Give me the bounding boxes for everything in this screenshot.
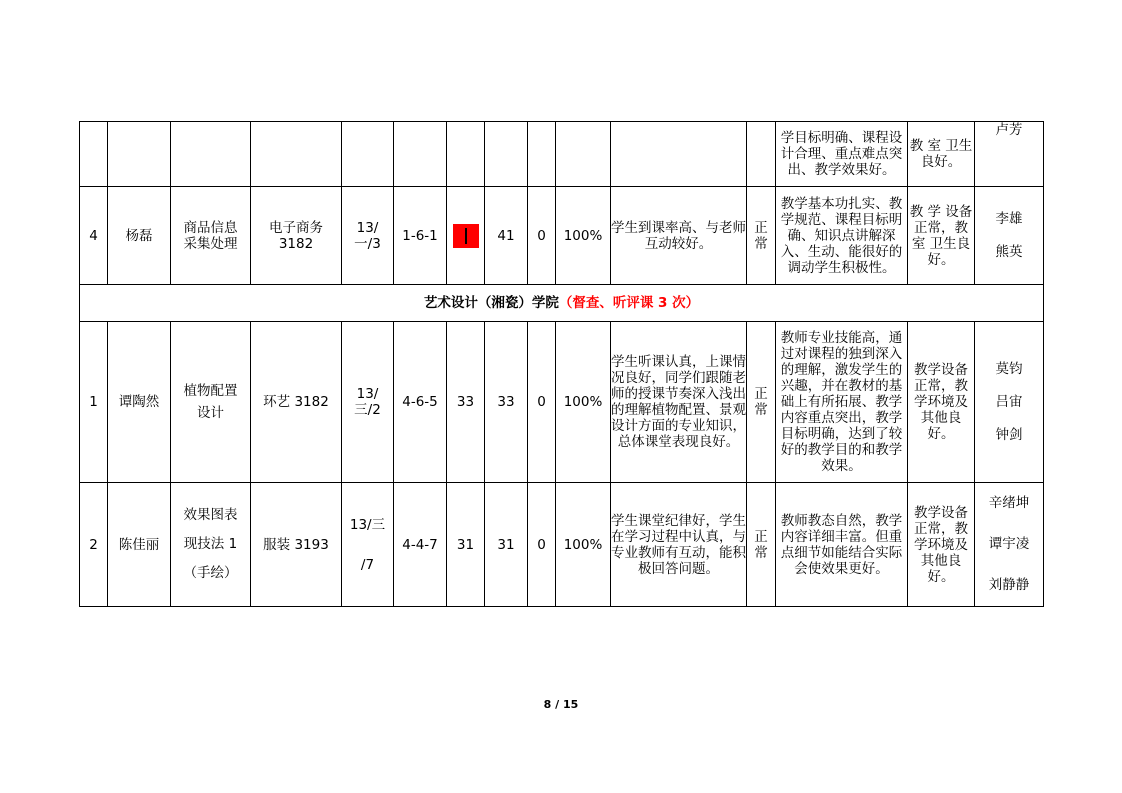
highlight-marker: [453, 224, 479, 248]
cell-student: 学生到课率高、与老师互动较好。: [611, 187, 747, 285]
cell-teacher: [108, 122, 171, 187]
cell-inspectors: [975, 483, 1044, 607]
inspector-name: 李雄: [995, 210, 1023, 227]
cell-env: 教学设备正常，教学环境及其他良好。: [908, 483, 975, 607]
table-row: [80, 122, 1044, 187]
cell-absent: 0: [528, 483, 556, 607]
course-line: 植物配置: [183, 383, 238, 399]
cell-expected: [447, 122, 485, 187]
cell-class: 服装 3193: [251, 483, 342, 607]
inspector-name: 辛绪坤: [988, 495, 1030, 511]
cell-period: [394, 122, 447, 187]
cell-rate: 100%: [556, 322, 611, 483]
cell-absent: 0: [528, 322, 556, 483]
course-line: 设计: [197, 405, 224, 421]
college-name: 艺术设计（湘瓷）学院: [423, 295, 559, 311]
cell-no: 4: [80, 187, 108, 285]
inspection-table: [79, 121, 1044, 607]
cell-student: [611, 122, 747, 187]
cell-status: [747, 122, 776, 187]
cell-expected: 31: [447, 483, 485, 607]
cell-env: 教 室 卫生良好。: [908, 122, 975, 187]
cell-absent: [528, 122, 556, 187]
cell-course: [171, 483, 251, 607]
course-line: （手绘）: [183, 565, 238, 581]
course-line: 效果图表: [183, 507, 238, 523]
cell-env: 教 学 设备正常，教 室 卫生良好。: [908, 187, 975, 285]
cell-student: 学生听课认真，上课情况良好，同学们跟随老师的授课节奏深入浅出的理解植物配置、景观设计方面的专业知识，总体课堂表现良好。: [611, 322, 747, 483]
cell-actual: 31: [485, 483, 528, 607]
cell-no: 1: [80, 322, 108, 483]
table-row: [80, 483, 1044, 607]
inspector-name: 熊英: [995, 243, 1023, 260]
cell-inspectors: 卢芳: [975, 122, 1044, 187]
cell-period: 4-4-7: [394, 483, 447, 607]
cell-no: [80, 122, 108, 187]
section-title: [80, 285, 1044, 322]
cell-status: 正常: [747, 483, 776, 607]
cell-student: 学生课堂纪律好，学生在学习过程中认真，与专业教师有互动，能积极回答问题。: [611, 483, 747, 607]
cell-rate: [556, 122, 611, 187]
cell-rate: 100%: [556, 483, 611, 607]
table-row: [80, 187, 1044, 285]
cell-teacher: 陈佳丽: [108, 483, 171, 607]
cell-inspectors: [975, 187, 1044, 285]
section-header-row: [80, 285, 1044, 322]
page-number: 8 / 15: [543, 698, 579, 711]
cell-comment: 教师教态自然，教学内容详细丰富。但重点细节如能结合实际会使效果更好。: [776, 483, 908, 607]
section-note: （督查、听评课 3 次）: [558, 295, 700, 311]
cell-period: 1-6-1: [394, 187, 447, 285]
cell-teacher: 谭陶然: [108, 322, 171, 483]
cell-week: 13/三/2: [342, 322, 394, 483]
table-row: [80, 322, 1044, 483]
cell-week: [342, 483, 394, 607]
cell-course: [171, 322, 251, 483]
cell-comment: 教学基本功扎实、教学规范、课程目标明确、知识点讲解深入、生动、能很好的调动学生积极性。: [776, 187, 908, 285]
cell-actual: 33: [485, 322, 528, 483]
cell-comment: 学目标明确、课程设计合理、重点难点突出、教学效果好。: [776, 122, 908, 187]
cell-env: 教学设备正常，教学环境及其他良好。: [908, 322, 975, 483]
cell-absent: 0: [528, 187, 556, 285]
inspector-name: 钟剑: [995, 426, 1023, 443]
cell-status: 正常: [747, 187, 776, 285]
cell-period: 4-6-5: [394, 322, 447, 483]
cell-expected: [447, 187, 485, 285]
cell-actual: [485, 122, 528, 187]
cell-week: 13/一/3: [342, 187, 394, 285]
cell-teacher: 杨磊: [108, 187, 171, 285]
cell-inspectors: [975, 322, 1044, 483]
course-line: 现技法 1: [183, 536, 238, 552]
cell-actual: 41: [485, 187, 528, 285]
cell-no: 2: [80, 483, 108, 607]
cell-course: 商品信息采集处理: [171, 187, 251, 285]
inspector-name: 谭宇凌: [988, 536, 1030, 552]
cell-class: 环艺 3182: [251, 322, 342, 483]
cell-class: 电子商务3182: [251, 187, 342, 285]
text-cursor: [465, 228, 467, 244]
inspector-name: 莫钧: [995, 360, 1023, 377]
week-line: /7: [360, 556, 375, 573]
cell-expected: 33: [447, 322, 485, 483]
week-line: 13/三: [349, 516, 386, 533]
cell-week: [342, 122, 394, 187]
cell-comment: 教师专业技能高，通过对课程的独到深入的理解，激发学生的兴趣，并在教材的基础上有所拓展、教学内容重点突出，教学目标明确，达到了较好的教学目的和教学效果。: [776, 322, 908, 483]
cell-class: [251, 122, 342, 187]
cell-status: 正常: [747, 322, 776, 483]
inspector-name: 吕宙: [995, 393, 1023, 410]
inspector-name: 刘静静: [988, 577, 1030, 593]
cell-course: [171, 122, 251, 187]
cell-rate: 100%: [556, 187, 611, 285]
